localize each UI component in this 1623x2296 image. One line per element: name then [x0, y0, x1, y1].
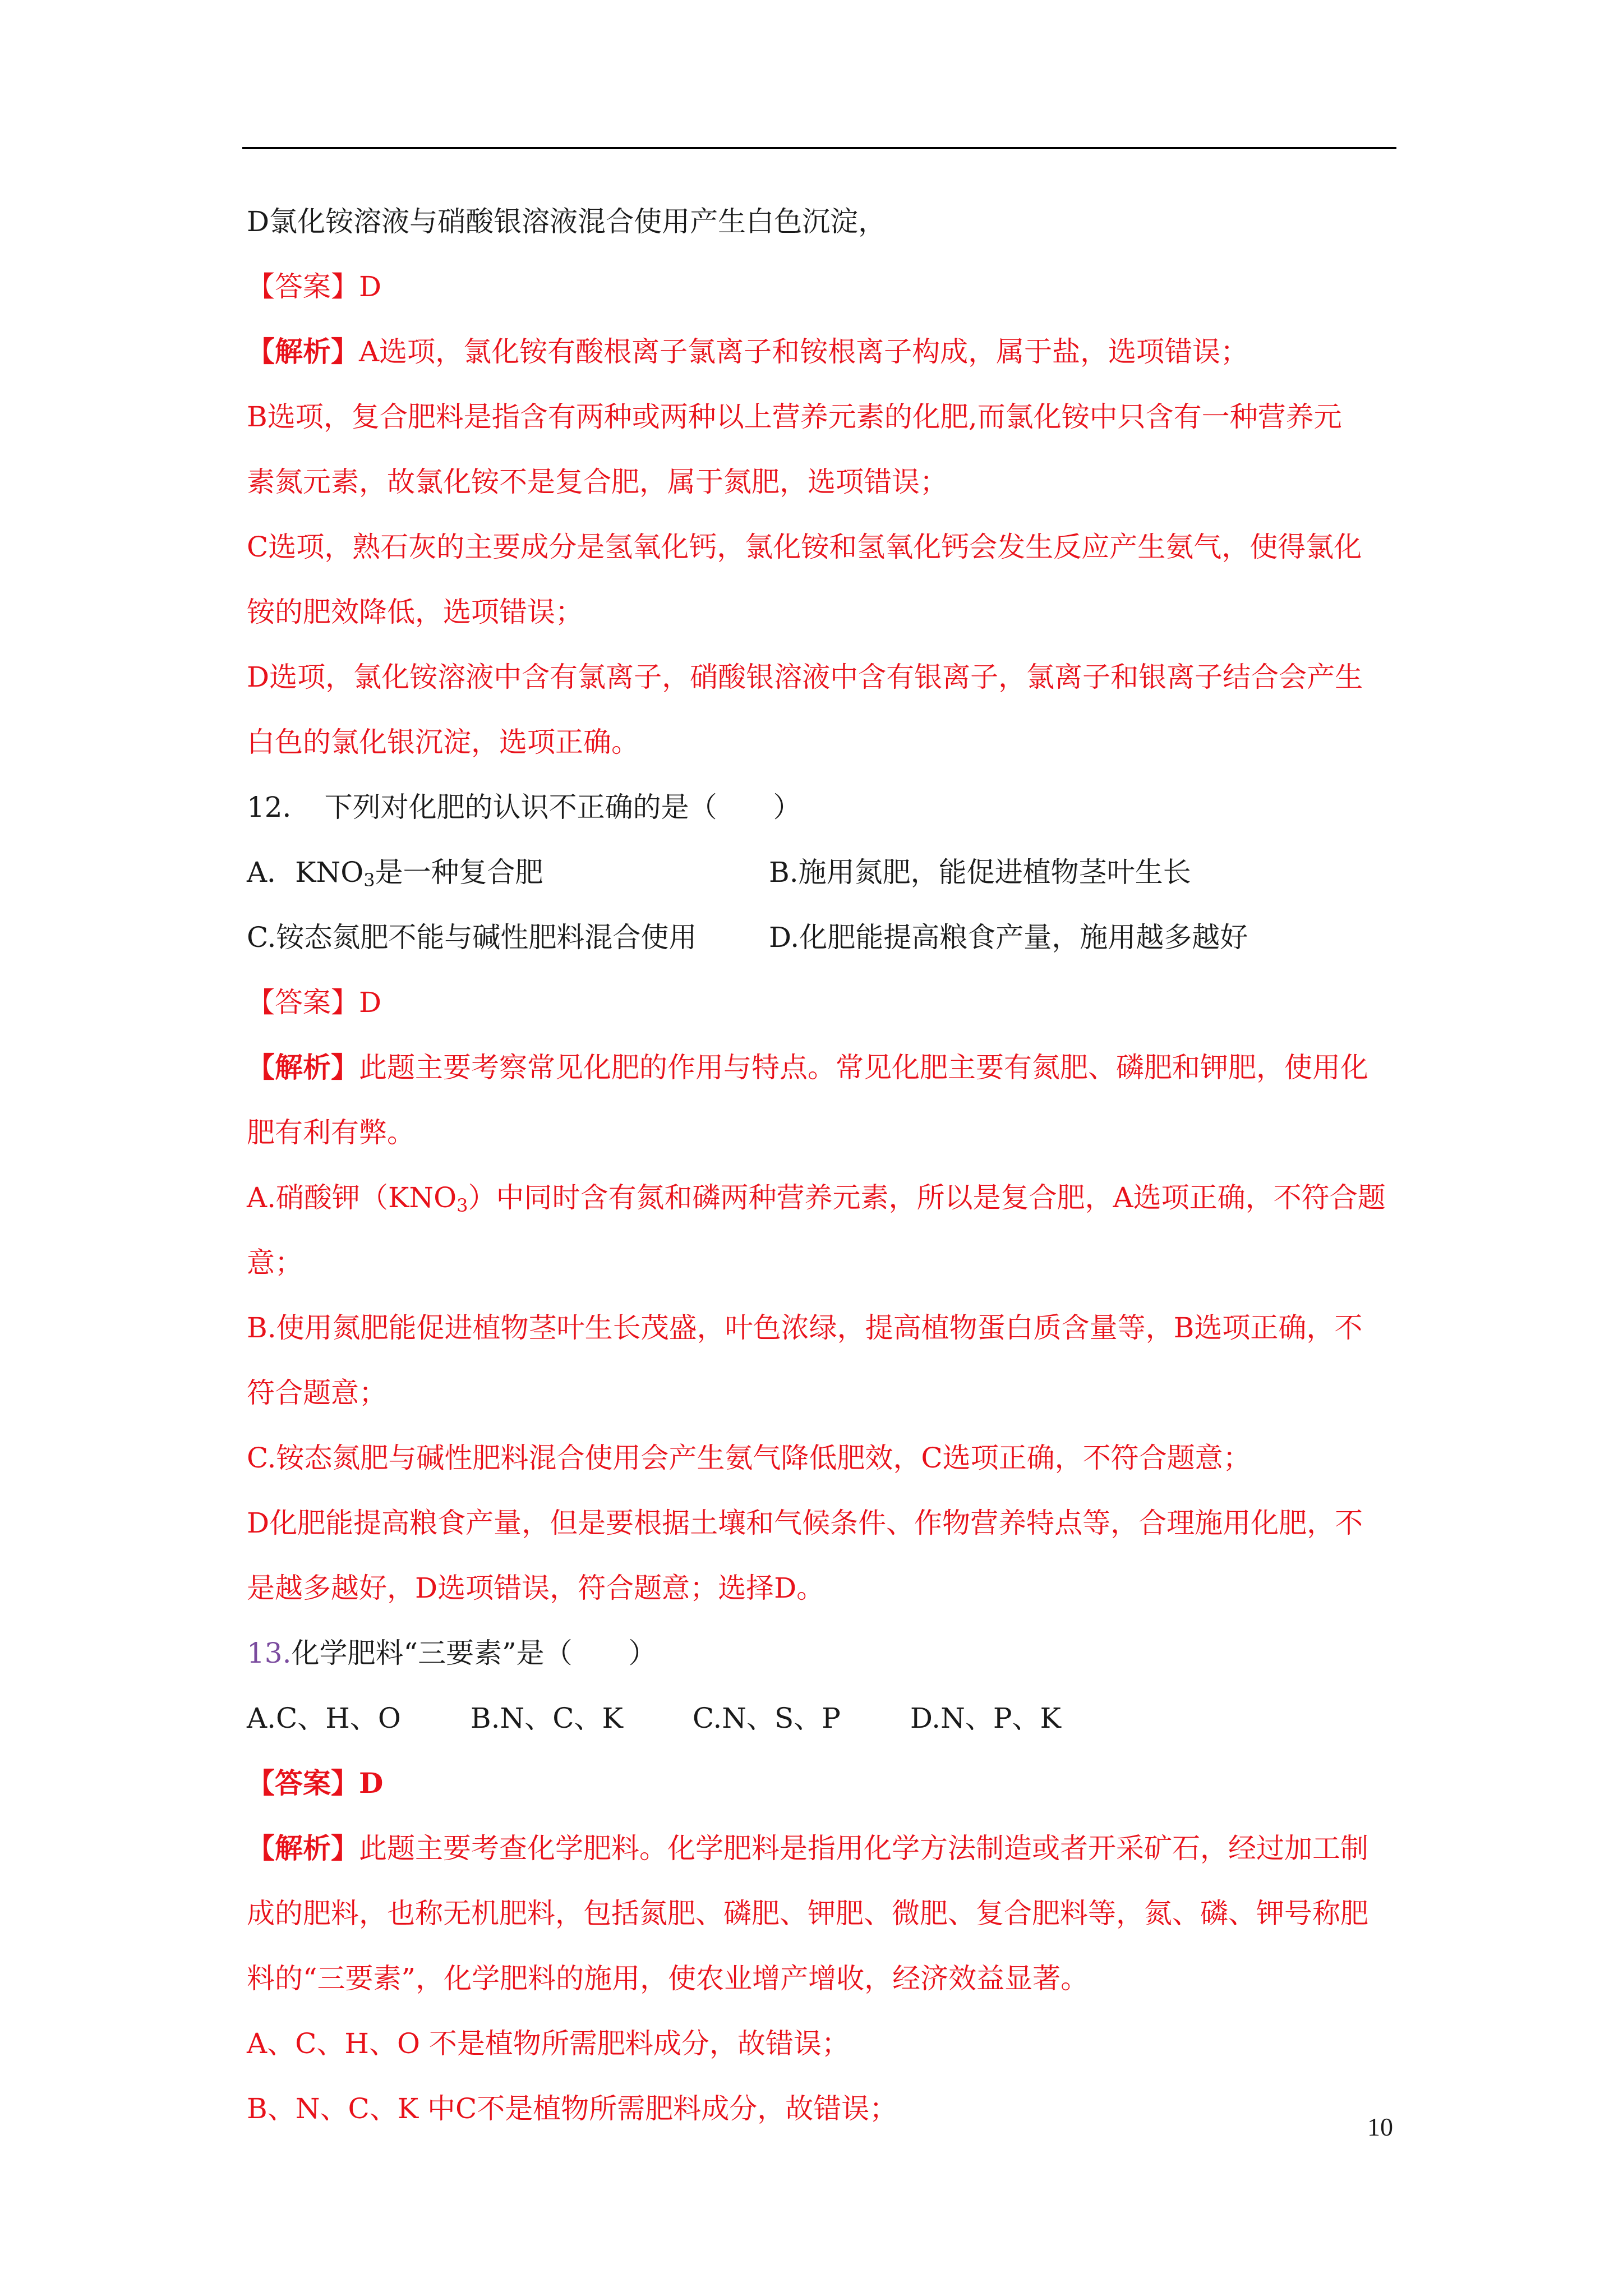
answer-line — [247, 983, 1396, 1022]
question-12: 12． 下列对化肥的认识不正确的是（ ） — [247, 791, 801, 823]
option-c: C.N、S、P — [692, 1702, 841, 1734]
option-a-suffix: 是一种复合肥 — [375, 856, 543, 889]
explanation-line: C.铵态氮肥与碱性肥料混合使用会产生氨气降低肥效，C选项正确，不符合题意； — [247, 1442, 1251, 1474]
explanation-line — [247, 332, 1396, 371]
option-a-subscript: 3 — [363, 869, 375, 891]
explanation-line: 素氮元素，故氯化铵不是复合肥，属于氮肥，选项错误； — [247, 466, 948, 498]
answer-value: D — [359, 986, 382, 1019]
answer-line — [247, 267, 1396, 306]
explanation-text: 此题主要考察常见化肥的作用与特点。常见化肥主要有氮肥、磷肥和钾肥，使用化 — [359, 1051, 1368, 1084]
explanation-line: C选项，熟石灰的主要成分是氢氧化钙，氯化铵和氢氧化钙会发生反应产生氨气，使得氯化 — [247, 531, 1362, 563]
option-a — [247, 856, 543, 889]
explanation-line: B.使用氮肥能促进植物茎叶生长茂盛，叶色浓绿，提高植物蛋白质含量等，B选项正确，不 — [247, 1312, 1363, 1344]
explanation-line: 白色的氯化银沉淀，选项正确。 — [247, 726, 639, 758]
explanation-line: 符合题意； — [247, 1377, 387, 1409]
document-body — [247, 202, 1396, 2154]
question-13-number: 13. — [247, 1637, 292, 1669]
explanation-line: 是越多越好，D选项错误，符合题意；选择D。 — [247, 1572, 825, 1604]
option-b: B.施用氮肥，能促进植物茎叶生长 — [769, 856, 1191, 889]
explanation-line: D化肥能提高粮食产量，但是要根据土壤和气候条件、作物营养特点等，合理施用化肥，不 — [247, 1507, 1363, 1539]
question-13-text: 化学肥料“三要素”是（ ） — [291, 1637, 657, 1669]
explanation-line: 成的肥料，也称无机肥料，包括氮肥、磷肥、钾肥、微肥、复合肥料等，氮、磷、钾号称肥 — [247, 1897, 1368, 1930]
explanation-text: 此题主要考查化学肥料。化学肥料是指用化学方法制造或者开采矿石，经过加工制 — [359, 1832, 1368, 1865]
explanation-line: 意； — [247, 1246, 303, 1279]
option-d-text: D氯化铵溶液与硝酸银溶液混合使用产生白色沉淀， — [247, 205, 887, 238]
option-a: A.C、H、O — [247, 1702, 401, 1734]
answer-label: 【答案】 — [247, 986, 359, 1019]
option-c: C.铵态氮肥不能与碱性肥料混合使用 — [247, 921, 697, 954]
explanation-line: B选项，复合肥料是指含有两种或两种以上营养元素的化肥,而氯化铵中只含有一种营养元 — [247, 401, 1342, 433]
question-13-options — [247, 1699, 1396, 1738]
explanation-line: A、C、H、O 不是植物所需肥料成分，故错误； — [247, 2027, 850, 2060]
explanation-label: 【解析】 — [247, 1051, 359, 1084]
explanation-line — [247, 1048, 1396, 1087]
explanation-line: B、N、C、K 中C不是植物所需肥料成分，故错误； — [247, 2092, 898, 2125]
answer-label: 【答案】 — [247, 270, 359, 303]
page-number: 10 — [1367, 2113, 1393, 2141]
explanation-text: A选项，氯化铵有酸根离子氯离子和铵根离子构成，属于盐，选项错误； — [359, 335, 1249, 368]
option-d: D.化肥能提高粮食产量，施用越多越好 — [769, 921, 1248, 954]
explanation-line: 料的“三要素”，化学肥料的施用，使农业增产增收，经济效益显著。 — [247, 1962, 1089, 1995]
explanation-suffix: ）中同时含有氮和磷两种营养元素，所以是复合肥，A选项正确，不符合题 — [468, 1181, 1386, 1214]
answer-value: D — [359, 270, 382, 303]
explanation-line — [247, 1829, 1396, 1868]
explanation-line — [247, 1178, 1396, 1217]
explanation-line: D选项，氯化铵溶液中含有氯离子，硝酸银溶液中含有银离子，氯离子和银离子结合会产生 — [247, 661, 1363, 693]
option-d: D.N、P、K — [910, 1702, 1061, 1734]
explanation-label: 【解析】 — [247, 335, 359, 368]
explanation-prefix: A.硝酸钾（KNO — [247, 1181, 457, 1214]
explanation-line: 肥有利有弊。 — [247, 1116, 415, 1149]
question-13 — [247, 1634, 1396, 1673]
option-b: B.N、C、K — [470, 1702, 623, 1734]
explanation-label: 【解析】 — [247, 1832, 359, 1865]
answer-line: 【答案】D — [247, 1766, 384, 1800]
header-rule — [242, 147, 1396, 149]
explanation-line: 铵的肥效降低，选项错误； — [247, 596, 583, 628]
question-12-options-row-1 — [247, 853, 1396, 892]
option-a-prefix: A．KNO — [247, 856, 364, 889]
question-12-options-row-2 — [247, 918, 1396, 957]
explanation-subscript: 3 — [457, 1195, 468, 1216]
